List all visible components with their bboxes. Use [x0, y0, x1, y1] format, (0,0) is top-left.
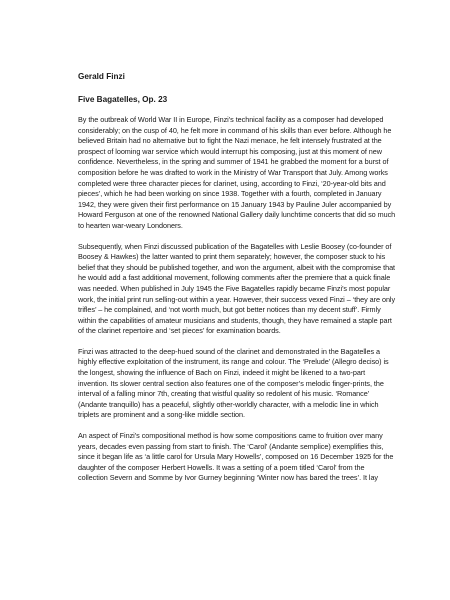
work-title: Five Bagatelles, Op. 23: [78, 95, 168, 104]
paragraph-1: By the outbreak of World War II in Europe, Finzi’s technical facility as a composer had developed considerably; on the cusp of 40, he felt more in command of his skills than ever before. Although he believed Britain had no alternative but to fight the Nazi menace, he felt intensely frustrated at the prospect of looming war service which would interrupt his composing, just at this moment of new confidence. Nevertheless, in the spring and summer of 1941 he grabbed the moment for a burst of composition before he was drafted to work in the Ministry of War Transport that July. Among works completed were three character pieces for clarinet, using, according to Finzi, ‘20-year-old bits and pieces’, which he had been working on since 1938. Together with a fourth, completed in January 1942, they were given their first performance on 15 January 1943 by Pauline Juler accompanied by Howard Ferguson at one of the renowned National Gallery daily lunchtime concerts that did so much to hearten war-weary Londoners.: [78, 115, 396, 230]
document-body: [78, 71, 396, 494]
composer-heading: Gerald Finzi: [78, 72, 125, 81]
paragraph-2: Subsequently, when Finzi discussed publication of the Bagatelles with Leslie Boosey (co-founder of Boosey & Hawkes) the latter wanted to print them separately; however, the composer stuck to his belief that they should be published together, and won the argument, albeit with the compromise that he would add a fast additional movement, following comments after the premiere that a quick finale was needed. When published in July 1945 the Five Bagatelles rapidly became Finzi’s most popular work, the initial print run selling-out within a year. However, their success vexed Finzi – ‘they are only trifles’ – he complained, and ‘not worth much, but got better notices than my decent stuff’. Firmly within the capabilities of amateur musicians and students, though, they have remained a staple part of the clarinet repertoire and ‘set pieces’ for examination boards.: [78, 241, 396, 336]
paragraph-3: Finzi was attracted to the deep-hued sound of the clarinet and demonstrated in the Bagatelles a highly effective exploitation of the instrument, its range and colour. The ‘Prelude’ (Allegro deciso) is the longest, showing the influence of Bach on Finzi, indeed it might be likened to a two-part invention. Its slower central section also features one of the composer’s melodic finger-prints, the interval of a falling minor 7th, creating that wistful quality so redolent of his music. ‘Romance’ (Andante tranquillo) has a peaceful, slightly other-worldly character, with a melodic line in which triplets are prominent and a song-like middle section.: [78, 346, 389, 420]
paragraph-4: An aspect of Finzi’s compositional method is how some compositions came to fruition over many years, decades even passing from start to finish. The ‘Carol’ (Andante semplice) exemplifies this, since it began life as ‘a little carol for Ursula Mary Howells’, composed on 16 December 1925 for the daughter of the composer Herbert Howells. It was a setting of a poem titled ‘Carol’ from the collection Severn and Somme by Ivor Gurney beginning ‘Winter now has bared the trees’. It lay: [78, 431, 394, 483]
